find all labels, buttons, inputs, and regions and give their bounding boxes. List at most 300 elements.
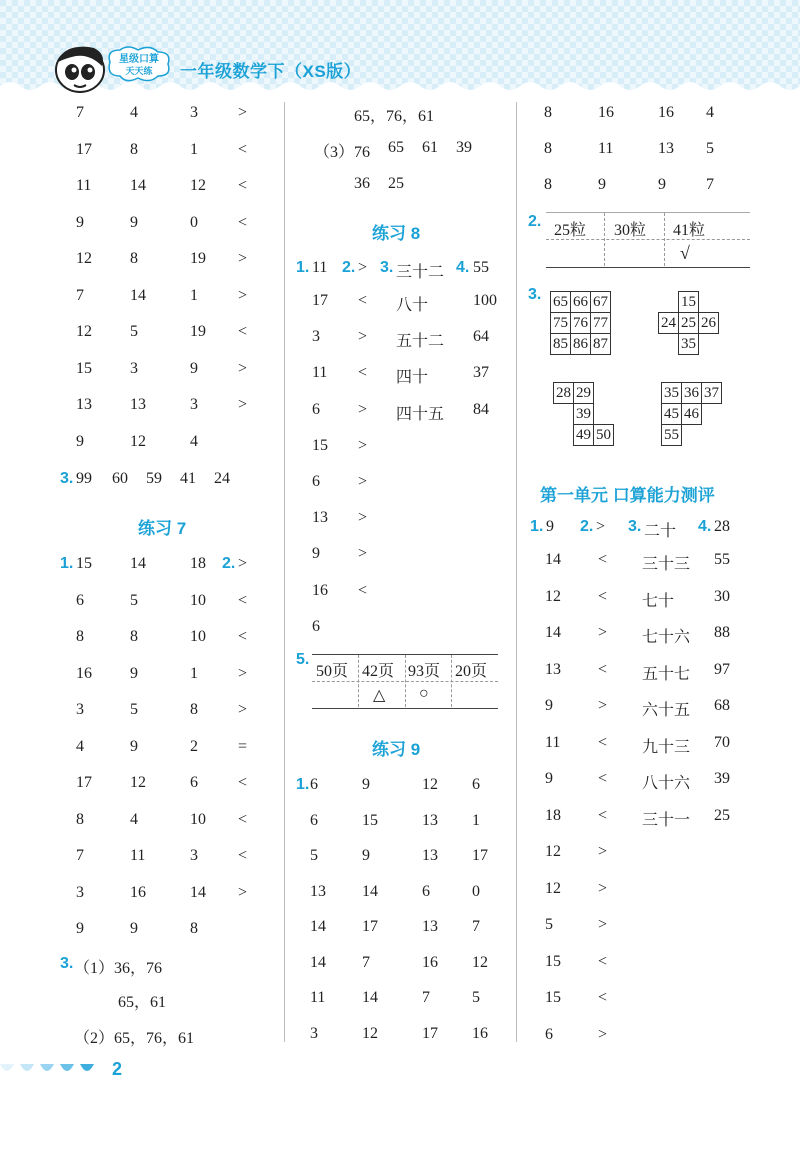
answer: 3	[310, 1024, 318, 1042]
answer: 14	[545, 551, 561, 568]
number-grid-3	[553, 382, 614, 446]
answer: 3	[312, 328, 320, 346]
answer: 65，76，61	[354, 108, 435, 125]
answer: 6	[310, 776, 318, 793]
answer: <	[238, 810, 248, 828]
answer: 6	[190, 774, 198, 791]
answer: 五十七	[642, 665, 691, 683]
answer: 8	[190, 920, 198, 937]
grid-cell: 85	[551, 334, 571, 355]
answer: 四十	[396, 369, 429, 387]
answer: >	[238, 286, 248, 304]
answer: 9	[190, 359, 198, 377]
answer: 59	[146, 470, 162, 487]
answer: <	[358, 292, 368, 309]
answer: 8	[544, 104, 552, 121]
answer: 16	[130, 883, 146, 901]
answer: 14	[545, 624, 561, 641]
answer: 14	[310, 918, 326, 935]
answer: >	[358, 328, 368, 346]
grid-cell: 26	[699, 313, 719, 334]
answer: 12	[76, 323, 92, 340]
answer: 7	[472, 918, 480, 935]
answer: 18	[545, 806, 561, 824]
grid-cell: 24	[659, 313, 679, 334]
table-rule-bottom	[546, 267, 750, 268]
answer: 65，61	[118, 994, 167, 1011]
answer: 1	[190, 286, 198, 304]
grid-empty-cell	[682, 425, 702, 446]
answer: 14	[310, 953, 326, 971]
grid-cell: 49	[574, 425, 594, 446]
answer: 8	[130, 628, 138, 645]
grid-cell: 77	[591, 313, 611, 334]
answer: 3	[190, 104, 198, 121]
table-rule-bottom	[312, 708, 498, 709]
answer: <	[598, 660, 608, 678]
answer: 8	[76, 628, 84, 645]
table-header-cell: 25粒	[554, 222, 587, 239]
answer: 6	[422, 882, 430, 900]
table-col-divider	[664, 213, 665, 266]
answer: >	[358, 473, 368, 490]
question-number: 3.	[60, 955, 74, 972]
answer: 5	[545, 916, 553, 933]
answer: <	[238, 628, 248, 645]
answer: 7	[362, 953, 370, 971]
answer: 6	[312, 617, 320, 635]
answer: 16	[598, 104, 614, 121]
answer: 11	[76, 177, 92, 194]
answer: <	[598, 806, 608, 824]
answer: 7	[422, 989, 430, 1006]
answer: 5	[130, 701, 138, 718]
answer: 5	[310, 847, 318, 864]
section-title-exercise-7: 练习 7	[138, 519, 187, 538]
grid-cell: 50	[594, 425, 614, 446]
answer: 14	[190, 883, 206, 901]
number-grid-4	[661, 382, 722, 446]
answer: 8	[544, 176, 552, 193]
answer: 65	[388, 139, 404, 156]
answer: 16	[472, 1024, 488, 1042]
grid-cell: 15	[679, 292, 699, 313]
answer: 55	[473, 259, 489, 276]
mascot-logo-icon	[50, 40, 110, 98]
answer: 8	[76, 810, 84, 828]
question-number: 3.	[380, 259, 394, 276]
answer: 3	[130, 359, 138, 377]
answer: =	[238, 737, 248, 755]
table-col-divider	[358, 655, 359, 707]
answer: 0	[472, 882, 480, 900]
answer: 88	[714, 624, 730, 641]
answer: >	[238, 664, 248, 682]
answer: 5	[130, 323, 138, 340]
answer: 16	[658, 104, 674, 121]
answer: 8	[130, 250, 138, 267]
answer: 12	[422, 776, 438, 793]
answer: 25	[714, 806, 730, 824]
answer: 30	[714, 587, 730, 605]
question-number: 2.	[222, 555, 236, 572]
grid-empty-cell	[594, 404, 614, 425]
answer: 三十二	[396, 264, 445, 281]
question-number: 1.	[530, 518, 544, 535]
answer: 11	[310, 989, 326, 1006]
grid-cell: 75	[551, 313, 571, 334]
table-col-divider	[405, 655, 406, 707]
answer: >	[598, 697, 608, 714]
answer: 4	[706, 104, 714, 121]
grid-cell: 87	[591, 334, 611, 355]
answer: 9	[130, 737, 138, 755]
answer: >	[238, 701, 248, 718]
answer: （1）36，76	[74, 960, 163, 977]
footer-decoration-icon	[0, 1064, 110, 1078]
question-number: 1.	[296, 259, 310, 276]
answer: 1	[472, 811, 480, 829]
answer: 14	[362, 882, 378, 900]
answer: 39	[456, 139, 472, 156]
answer: <	[358, 364, 368, 382]
answer: （2）65，76，61	[74, 1030, 195, 1047]
answer: 16	[422, 953, 438, 971]
answer: 11	[312, 364, 328, 382]
column-divider-1	[284, 102, 285, 1042]
question-number: 4.	[456, 259, 470, 276]
answer: 39	[714, 770, 730, 787]
answer: 3	[190, 396, 198, 413]
answer: 15	[76, 359, 92, 377]
answer: <	[238, 213, 248, 231]
grid-cell: 65	[551, 292, 571, 313]
answer: 15	[312, 436, 328, 454]
answer: 0	[190, 213, 198, 231]
column-divider-2	[516, 102, 517, 1042]
grid-empty-cell	[594, 383, 614, 404]
answer: 19	[190, 250, 206, 267]
answer: 61	[422, 139, 438, 156]
answer: 6	[312, 400, 320, 418]
answer: <	[238, 591, 248, 609]
answer: 5	[472, 989, 480, 1006]
answer: 17	[422, 1024, 438, 1042]
answer: 9	[545, 770, 553, 787]
answer: 4	[76, 737, 84, 755]
answer: 3	[190, 847, 198, 864]
answer: 19	[190, 323, 206, 340]
answer: 12	[130, 774, 146, 791]
answer: （3）76	[314, 144, 371, 161]
question-number: 1.	[296, 776, 310, 793]
answer: 六十五	[642, 702, 691, 719]
answer: 13	[310, 882, 326, 900]
grid-empty-cell	[659, 292, 679, 313]
answer: 6	[76, 591, 84, 609]
answer: <	[358, 581, 368, 599]
answer: 6	[310, 811, 318, 829]
answer: 9	[545, 697, 553, 714]
answer: 13	[422, 847, 438, 864]
answer: 6	[545, 1025, 553, 1043]
answer: 12	[545, 587, 561, 605]
table-header-cell: 42页	[362, 663, 395, 680]
answer: 15	[362, 811, 378, 829]
answer: 11	[545, 733, 561, 751]
grid-cell: 76	[571, 313, 591, 334]
answer: >	[598, 916, 608, 933]
question-number: 1.	[60, 555, 74, 572]
answer: 4	[130, 104, 138, 121]
question-number: 3.	[60, 470, 74, 487]
answer: 9	[312, 545, 320, 563]
answer: >	[238, 883, 248, 901]
answer: <	[598, 770, 608, 787]
answer: 15	[545, 989, 561, 1006]
grid-cell: 25	[679, 313, 699, 334]
answer: <	[238, 774, 248, 791]
answer: 13	[658, 140, 674, 157]
table-col-divider	[604, 213, 605, 266]
answer: 9	[76, 432, 84, 450]
answer: 13	[422, 811, 438, 829]
grid-cell: 86	[571, 334, 591, 355]
answer: 17	[76, 140, 92, 158]
section-title-exercise-9: 练习 9	[372, 740, 421, 759]
answer: 24	[214, 470, 230, 487]
answer: >	[358, 509, 368, 527]
answer: 9	[546, 518, 554, 535]
answer: >	[238, 104, 248, 121]
answer: 14	[130, 555, 146, 572]
section-title-unit-test: 第一单元 口算能力测评	[540, 486, 715, 505]
answer: >	[598, 1025, 608, 1043]
grid-empty-cell	[554, 425, 574, 446]
answer: 12	[472, 953, 488, 971]
answer: 17	[76, 774, 92, 791]
answer: 17	[472, 847, 488, 864]
answer: >	[598, 624, 608, 641]
answer: 8	[190, 701, 198, 718]
answer: 4	[130, 810, 138, 828]
table-col-divider	[451, 655, 452, 707]
answer: 10	[190, 628, 206, 645]
answer: 25	[388, 175, 404, 192]
answer: 8	[130, 140, 138, 158]
answer: 九十三	[642, 738, 691, 756]
brand-line1: 星级口算	[119, 54, 159, 65]
answer: <	[238, 323, 248, 340]
answer: 三十三	[642, 556, 691, 573]
answer: 9	[130, 664, 138, 682]
answer: >	[358, 545, 368, 563]
question-number: 2.	[342, 259, 356, 276]
answer: 9	[658, 176, 666, 193]
answer: 16	[312, 581, 328, 599]
answer: 12	[76, 250, 92, 267]
answer: 11	[130, 847, 146, 864]
question-number: 3.	[628, 518, 642, 535]
answer: 12	[545, 843, 561, 860]
answer: 9	[362, 847, 370, 864]
answer: 37	[473, 364, 489, 382]
table-header-cell: 30粒	[614, 222, 647, 239]
answer: 5	[130, 591, 138, 609]
answer: 1	[190, 140, 198, 158]
grid-cell: 45	[662, 404, 682, 425]
answer: 8	[544, 140, 552, 157]
table-rule-top	[546, 212, 750, 213]
answer: 二十	[644, 523, 677, 540]
answer: 68	[714, 697, 730, 714]
answer: <	[598, 952, 608, 970]
answer: 11	[312, 259, 328, 276]
answer: 14	[130, 177, 146, 194]
answer: 6	[472, 776, 480, 793]
answer: >	[238, 359, 248, 377]
table-header-cell: 41粒	[673, 222, 706, 239]
answer: 9	[76, 920, 84, 937]
number-grid-1	[550, 291, 611, 355]
number-grid-2	[658, 291, 719, 355]
grid-cell: 28	[554, 383, 574, 404]
answer: 13	[76, 396, 92, 413]
answer: 七十六	[642, 629, 691, 646]
grid-cell: 39	[574, 404, 594, 425]
answer: 16	[76, 664, 92, 682]
answer: 6	[312, 473, 320, 490]
answer: 7	[76, 286, 84, 304]
answer: 15	[545, 952, 561, 970]
answer: 3	[76, 701, 84, 718]
answer: >	[238, 555, 248, 572]
answer: <	[598, 989, 608, 1006]
answer: 7	[706, 176, 714, 193]
answer: 13	[422, 918, 438, 935]
answer: <	[598, 587, 608, 605]
answer: >	[238, 250, 248, 267]
answer: 八十	[396, 297, 429, 314]
answer: 13	[312, 509, 328, 527]
table-header-cell: 50页	[316, 663, 349, 680]
circle-mark: ○	[419, 685, 429, 702]
answer: 9	[130, 213, 138, 231]
answer: 7	[76, 104, 84, 121]
table-header-cell: 93页	[408, 663, 441, 680]
answer: 三十一	[642, 811, 691, 829]
grid-empty-cell	[699, 292, 719, 313]
answer: 14	[130, 286, 146, 304]
answer: 10	[190, 810, 206, 828]
answer: 18	[190, 555, 206, 572]
answer: 2	[190, 737, 198, 755]
answer: 41	[180, 470, 196, 487]
brand-line2: 天天练	[125, 67, 153, 77]
answer: <	[598, 733, 608, 751]
answer: >	[358, 259, 368, 276]
answer: 13	[545, 660, 561, 678]
answer: 5	[706, 140, 714, 157]
answer: >	[596, 518, 606, 535]
answer: 12	[190, 177, 206, 194]
answer: 四十五	[396, 405, 445, 423]
answer: 7	[76, 847, 84, 864]
grid-cell: 29	[574, 383, 594, 404]
answer: 9	[130, 920, 138, 937]
answer: 八十六	[642, 775, 691, 792]
grid-empty-cell	[659, 334, 679, 355]
answer: 28	[714, 518, 730, 535]
table-header-cell: 20页	[455, 663, 488, 680]
answer: 64	[473, 328, 489, 346]
grid-cell: 67	[591, 292, 611, 313]
answer: >	[358, 436, 368, 454]
book-title: 一年级数学下（XS版）	[180, 62, 362, 81]
grid-cell: 66	[571, 292, 591, 313]
question-number: 2.	[580, 518, 594, 535]
grid-empty-cell	[702, 425, 722, 446]
question-number: 2.	[528, 213, 542, 230]
answer: 55	[714, 551, 730, 568]
grid-cell: 46	[682, 404, 702, 425]
question-number: 4.	[698, 518, 712, 535]
answer: 84	[473, 400, 489, 418]
section-title-exercise-8: 练习 8	[372, 224, 421, 243]
answer: 14	[362, 989, 378, 1006]
answer: 15	[76, 555, 92, 572]
answer: 9	[598, 176, 606, 193]
grid-empty-cell	[699, 334, 719, 355]
answer: 12	[545, 879, 561, 897]
answer: 1	[190, 664, 198, 682]
answer: 17	[312, 292, 328, 309]
answer: >	[598, 843, 608, 860]
brand-logo-icon	[104, 44, 174, 84]
answer: <	[238, 140, 248, 158]
answer: 60	[112, 470, 128, 487]
answer: <	[238, 177, 248, 194]
answer: 9	[362, 776, 370, 793]
grid-empty-cell	[554, 404, 574, 425]
answer: <	[598, 551, 608, 568]
answer: 10	[190, 591, 206, 609]
answer: 17	[362, 918, 378, 935]
page-number: 2	[112, 1059, 123, 1079]
grid-empty-cell	[702, 404, 722, 425]
answer: 12	[362, 1024, 378, 1042]
answer: 100	[473, 292, 497, 309]
triangle-mark: △	[373, 687, 386, 704]
answer: >	[598, 879, 608, 897]
answer: 70	[714, 733, 730, 751]
answer: 11	[598, 140, 614, 157]
answer: 五十二	[396, 333, 445, 351]
grid-cell: 35	[662, 383, 682, 404]
check-mark: √	[680, 243, 690, 263]
answer: >	[358, 400, 368, 418]
question-number: 3.	[528, 286, 542, 303]
grid-cell: 35	[679, 334, 699, 355]
answer: 13	[130, 396, 146, 413]
grid-cell: 55	[662, 425, 682, 446]
answer: <	[238, 847, 248, 864]
answer: 4	[190, 432, 198, 450]
grid-cell: 37	[702, 383, 722, 404]
answer: 36	[354, 175, 370, 192]
answer: 七十	[642, 592, 675, 610]
answer: 9	[76, 213, 84, 231]
